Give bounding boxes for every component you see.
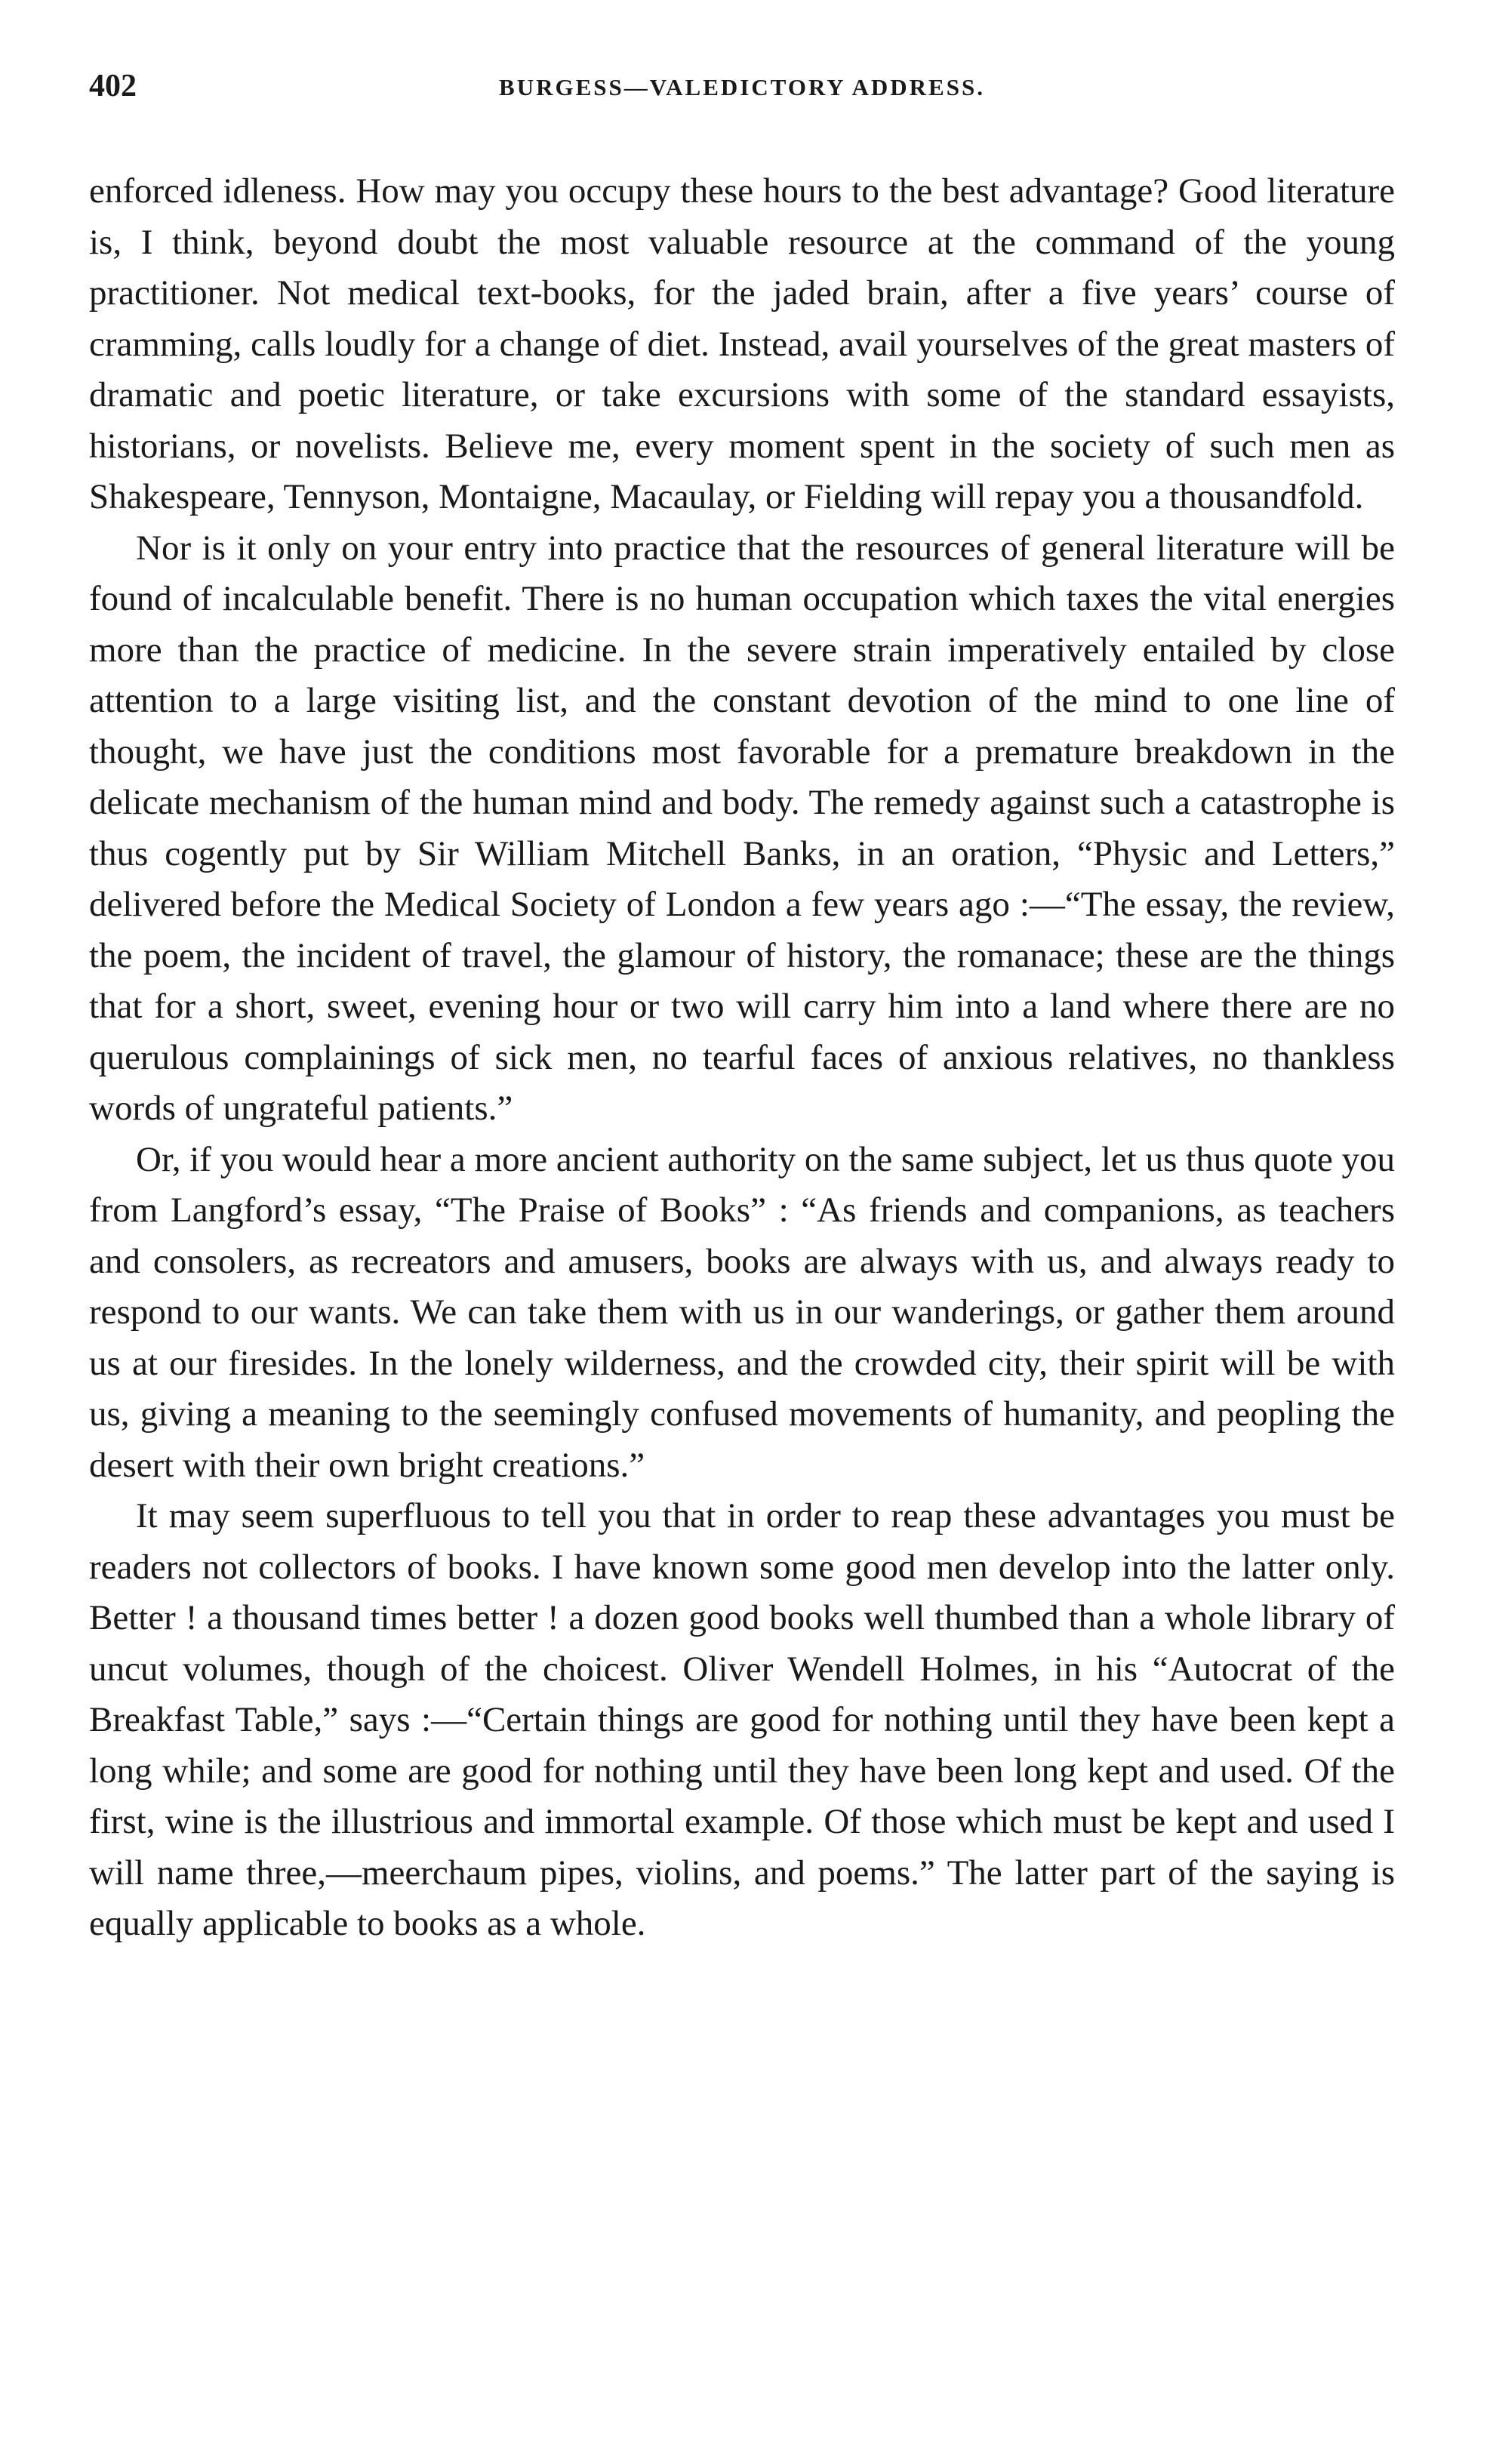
paragraph-4: It may seem superfluous to tell you that in order to reap these advantages you must be readers not collectors of books. I have known some good men develop into the latter only. Better ! a thousand times better ! a dozen good books well thumbed than a whole library of uncut volumes, though of the choicest. Oliver Wendell Holmes, in his “Autocrat of the Breakfast Table,” says :—“Certain things are good for nothing until they have been kept a long while; and some are good for nothing until they have been long kept and used. Of the first, wine is the illustrious and immortal example. Of those which must be kept and used I will name three,—meerchaum pipes, violins, and poems.” The latter part of the saying is equally applicable to books as a whole. bbox=[89, 1496, 1395, 1943]
paragraph-2: Nor is it only on your entry into practice that the resources of general literature will be found of incalculable benefit. There is no human occupation which taxes the vital energies more than the practice of medicine. In the severe strain imperatively entailed by close attention to a large visiting list, and the constant devotion of the mind to one line of thought, we have just the conditions most favorable for a premature breakdown in the delicate mechanism of the human mind and body. The remedy against such a catastrophe is thus cogently put by Sir William Mitchell Banks, in an oration, “Physic and Letters,” delivered before the Medical Society of London a few years ago :—“The essay, the review, the poem, the incident of travel, the glamour of history, the romanace; these are the things that for a short, sweet, evening hour or two will carry him into a land where there are no querulous complainings of sick men, no tearful faces of anxious relatives, no thankless words of ungrateful patients.” bbox=[89, 528, 1395, 1128]
document-page bbox=[89, 68, 1395, 1950]
body-text bbox=[89, 166, 1395, 1950]
running-head: BURGESS—VALEDICTORY ADDRESS. bbox=[499, 74, 985, 100]
page-number: 402 bbox=[89, 69, 137, 103]
page-header bbox=[89, 68, 1395, 113]
paragraph-1: enforced idleness. How may you occupy these hours to the best advantage? Good literature is, I think, beyond doubt the most valuable resource at the command of the young practitioner. Not medical text-books, for the jaded brain, after a five years’ course of cramming, calls loudly for a change of diet. Instead, avail yourselves of the great masters of dramatic and poetic literature, or take excursions with some of the standard essayists, historians, or novelists. Believe me, every moment spent in the society of such men as Shakespeare, Tennyson, Montaigne, Macaulay, or Fielding will repay you a thousandfold. bbox=[89, 171, 1395, 516]
paragraph-3: Or, if you would hear a more ancient authority on the same subject, let us thus quote you from Langford’s essay, “The Praise of Books” : “As friends and companions, as teachers and consolers, as recreators and amusers, books are always with us, and always ready to respond to our wants. We can take them with us in our wanderings, or gather them around us at our firesides. In the lonely wilderness, and the crowded city, their spirit will be with us, giving a meaning to the seemingly confused movements of humanity, and peopling the desert with their own bright creations.” bbox=[89, 1139, 1395, 1485]
